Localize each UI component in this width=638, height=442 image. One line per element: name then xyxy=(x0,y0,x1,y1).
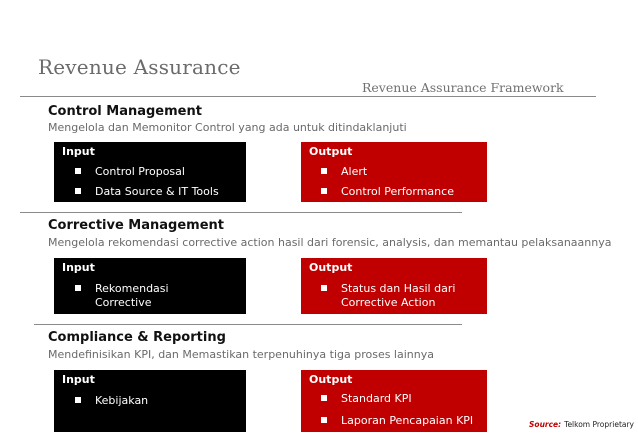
output-box-compliance-reporting xyxy=(301,370,487,432)
input-item-label: Control Proposal xyxy=(95,165,185,178)
input-item-label: Data Source & IT Tools xyxy=(95,185,219,198)
input-item-data-source xyxy=(75,185,219,199)
header-divider xyxy=(20,96,596,97)
output-item-standard-kpi xyxy=(321,392,412,406)
input-box-control-management xyxy=(54,142,246,202)
output-item-label: Control Performance xyxy=(341,185,454,198)
output-item-label: Standard KPI xyxy=(341,392,412,405)
input-label: Input xyxy=(62,145,95,158)
output-item-label: Laporan Pencapaian KPI xyxy=(341,414,474,427)
square-bullet-icon xyxy=(75,285,81,291)
output-item-control-performance xyxy=(321,185,454,199)
section-description-compliance-reporting: Mendefinisikan KPI, dan Memastikan terpenuhinya tiga proses lainnya xyxy=(48,348,434,361)
input-label: Input xyxy=(62,373,95,386)
square-bullet-icon xyxy=(75,188,81,194)
source-note xyxy=(529,420,634,429)
source-value: Telkom Proprietary xyxy=(564,420,634,429)
input-label: Input xyxy=(62,261,95,274)
square-bullet-icon xyxy=(321,188,327,194)
section-divider xyxy=(34,324,462,325)
output-item-alert xyxy=(321,165,367,179)
output-box-corrective-management xyxy=(301,258,487,314)
output-label: Output xyxy=(309,373,353,386)
square-bullet-icon xyxy=(321,168,327,174)
output-item-laporan-kpi xyxy=(321,414,473,428)
square-bullet-icon xyxy=(321,417,327,423)
section-title-corrective-management: Corrective Management xyxy=(48,218,224,233)
source-label: Source: xyxy=(529,420,562,429)
output-label: Output xyxy=(309,145,353,158)
output-item-label: Status dan Hasil dari Corrective Action xyxy=(341,282,456,309)
square-bullet-icon xyxy=(75,397,81,403)
square-bullet-icon xyxy=(321,285,327,291)
input-item-kebijakan xyxy=(75,394,148,408)
section-description-corrective-management: Mengelola rekomendasi corrective action hasil dari forensic, analysis, dan memantau pelaksanaannya xyxy=(48,236,612,249)
section-title-compliance-reporting: Compliance & Reporting xyxy=(48,330,226,345)
square-bullet-icon xyxy=(75,168,81,174)
input-item-control-proposal xyxy=(75,165,185,179)
input-item-rekomendasi-corrective xyxy=(75,282,185,310)
input-item-label: Kebijakan xyxy=(95,394,149,407)
output-label: Output xyxy=(309,261,353,274)
output-item-label: Alert xyxy=(341,165,368,178)
square-bullet-icon xyxy=(321,395,327,401)
output-box-control-management xyxy=(301,142,487,202)
page-title: Revenue Assurance xyxy=(38,55,241,79)
output-item-status-hasil xyxy=(321,282,461,310)
section-title-control-management: Control Management xyxy=(48,104,202,119)
section-divider xyxy=(20,212,462,213)
section-description-control-management: Mengelola dan Memonitor Control yang ada untuk ditindaklanjuti xyxy=(48,121,407,134)
input-box-compliance-reporting xyxy=(54,370,246,432)
input-box-corrective-management xyxy=(54,258,246,314)
framework-label: Revenue Assurance Framework xyxy=(362,80,564,95)
input-item-label: Rekomendasi Corrective xyxy=(95,282,169,309)
